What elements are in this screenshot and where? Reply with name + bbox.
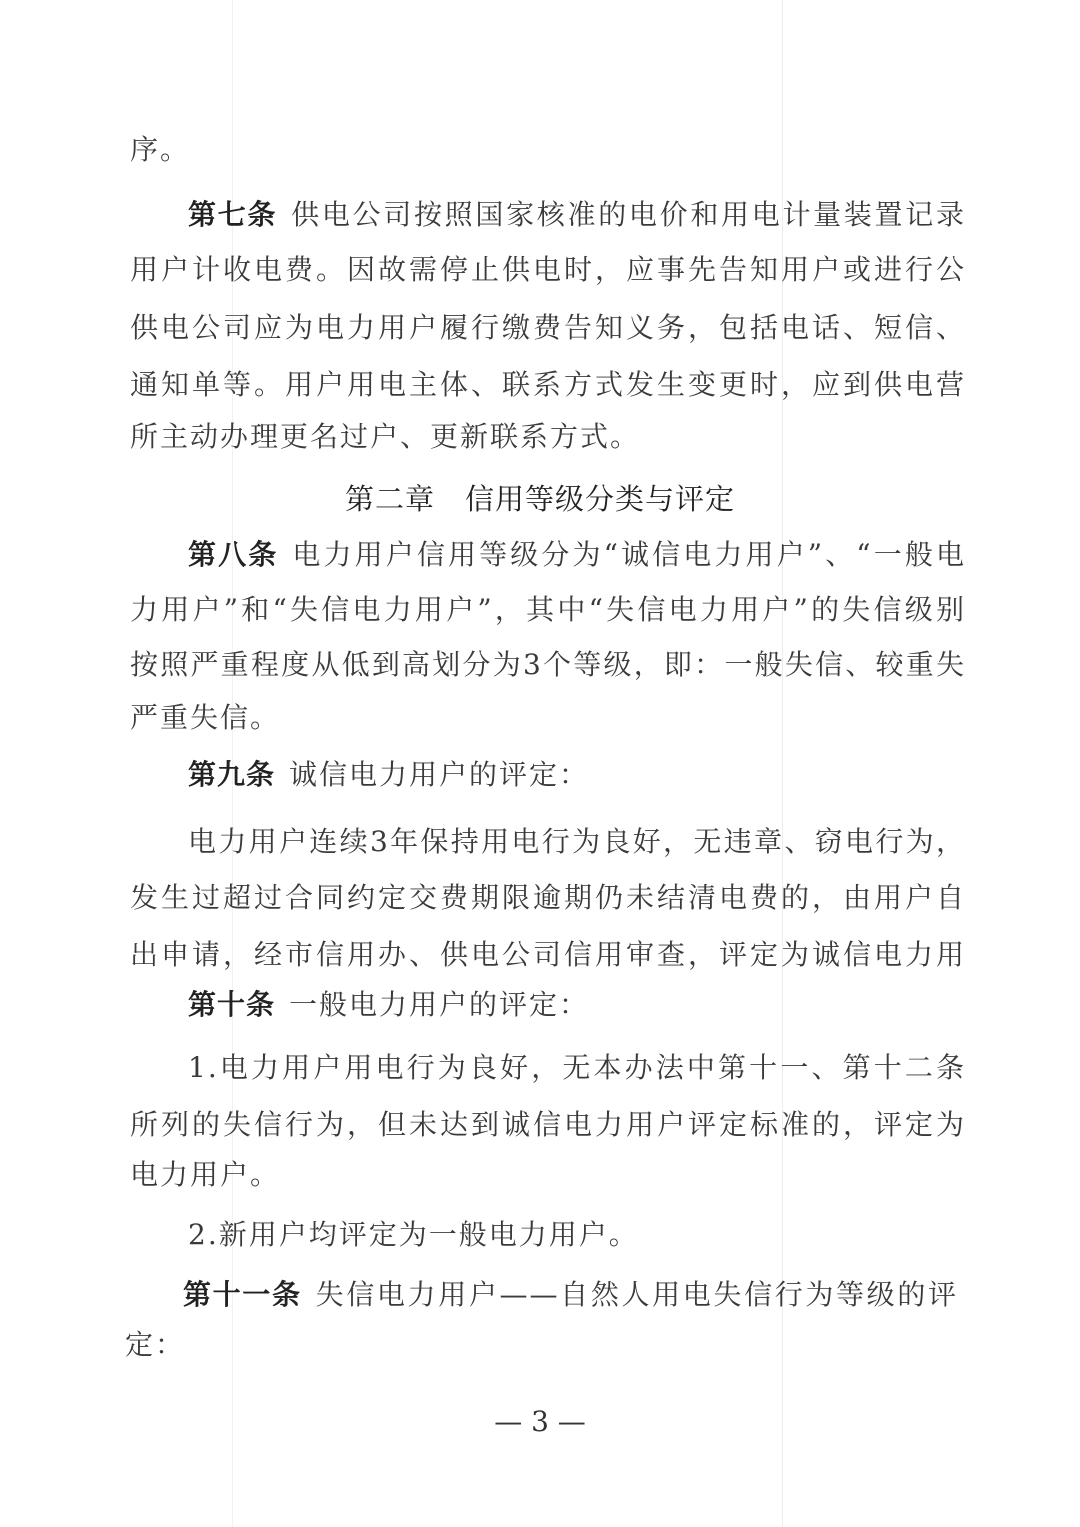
text-line: 严重失信。 [130, 701, 281, 734]
text-line: 电力用户连续3年保持用电行为良好，无违章、窃电行为， [188, 825, 966, 858]
text-line: 所列的失信行为，但未达到诚信电力用户评定标准的，评定为 [130, 1108, 966, 1141]
text-line: 出申请，经市信用办、供电公司信用审查，评定为诚信电力用 [130, 938, 966, 971]
text-line: 所主动办理更名过户、更新联系方式。 [130, 420, 641, 453]
text: 电力用户信用等级分为“诚信电力用户”、“一般电 [292, 538, 966, 571]
text-line: 按照严重程度从低到高划分为3个等级，即：一般失信、较重失 [130, 648, 966, 681]
chapter-heading: 第二章 信用等级分类与评定 [344, 482, 735, 516]
article-7-line [188, 195, 966, 235]
text-line: 力用户”和“失信电力用户”，其中“失信电力用户”的失信级别 [130, 593, 966, 626]
article-label: 第九条 [188, 758, 276, 791]
text-line: 电力用户。 [130, 1158, 281, 1191]
text: 诚信电力用户的评定： [289, 758, 590, 791]
article-8-line [188, 535, 966, 575]
text-line: 用户计收电费。因故需停止供电时，应事先告知用户或进行公 [130, 253, 966, 286]
text-line: 序。 [130, 133, 191, 166]
text-line: 定： [125, 1328, 186, 1361]
article-label: 第八条 [188, 538, 279, 571]
article-10-line [188, 985, 966, 1025]
text: 失信电力用户——自然人用电失信行为等级的评 [315, 1278, 958, 1311]
article-label: 第十一条 [183, 1278, 302, 1311]
article-11-line [183, 1275, 958, 1315]
text-line: 供电公司应为电力用户履行缴费告知义务，包括电话、短信、 [130, 311, 966, 344]
text-line: 发生过超过合同约定交费期限逾期仍未结清电费的，由用户自 [130, 881, 966, 914]
page-number: — 3 — [494, 1405, 586, 1438]
article-9-line [188, 755, 966, 795]
text-line: 1.电力用户用电行为良好，无本办法中第十一、第十二条 [188, 1051, 966, 1084]
article-label: 第七条 [188, 198, 278, 231]
article-label: 第十条 [188, 988, 276, 1021]
text: 一般电力用户的评定： [289, 988, 590, 1021]
text-line: 2.新用户均评定为一般电力用户。 [188, 1218, 639, 1251]
text-line: 通知单等。用户用电主体、联系方式发生变更时，应到供电营 [130, 368, 966, 401]
text: 供电公司按照国家核准的电价和用电计量装置记录 [291, 198, 966, 231]
